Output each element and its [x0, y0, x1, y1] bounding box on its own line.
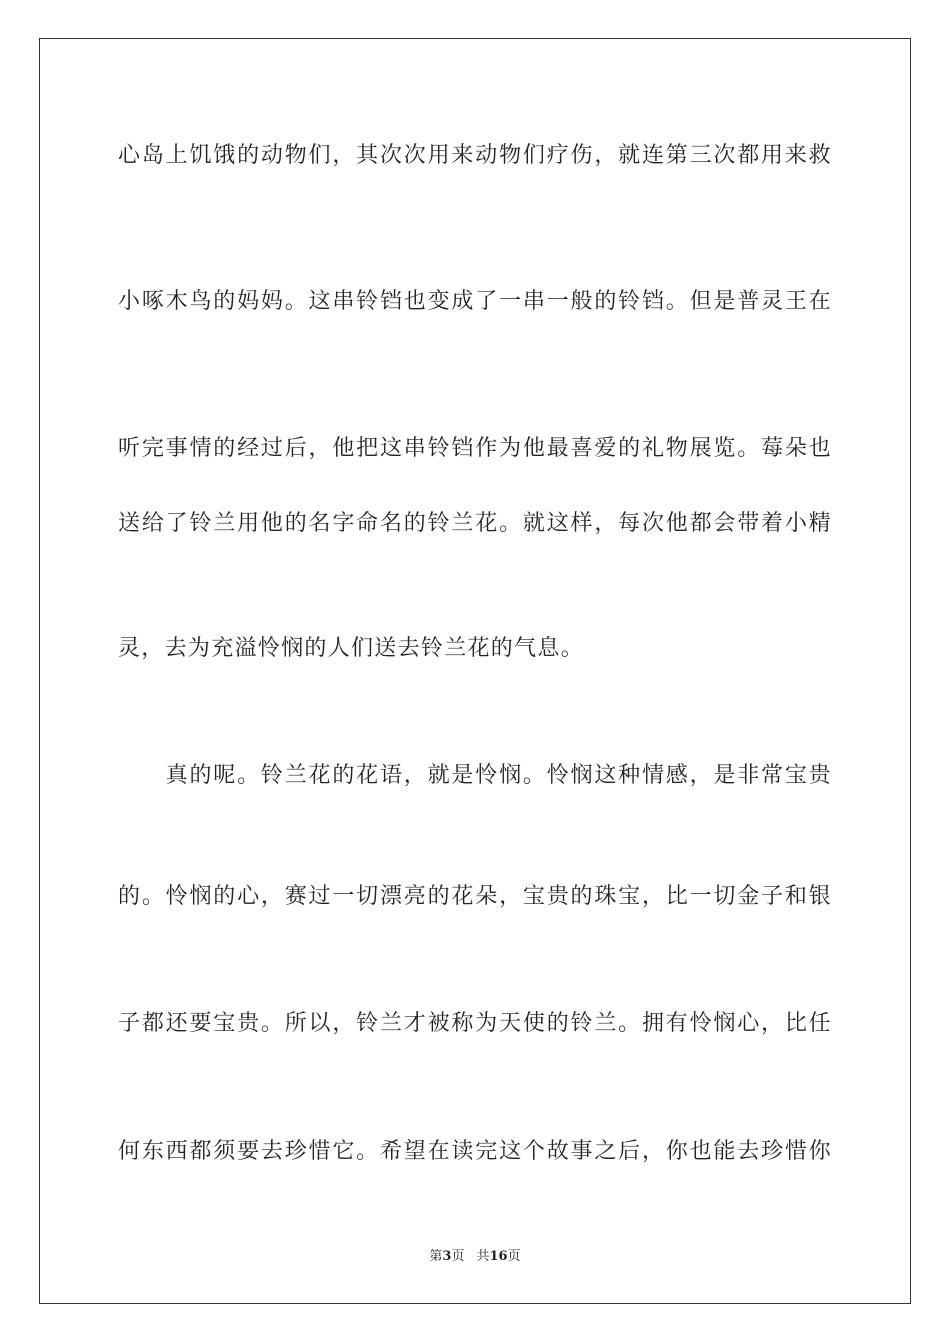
page-border — [39, 38, 911, 1304]
total-pages: 16 — [489, 1249, 508, 1264]
body-line-2: 小啄木鸟的妈妈。这串铃铛也变成了一串一般的铃铛。但是普灵王在 — [118, 289, 832, 314]
page-suffix: 页 — [451, 1249, 465, 1264]
page-number: 3 — [442, 1249, 452, 1264]
body-line-4: 送给了铃兰用他的名字命名的铃兰花。就这样，每次他都会带着小精 — [118, 511, 832, 536]
body-line-5: 灵，去为充溢怜悯的人们送去铃兰花的气息。 — [118, 636, 585, 661]
body-line-9: 何东西都须要去珍惜它。希望在读完这个故事之后，你也能去珍惜你 — [118, 1139, 832, 1164]
body-line-3: 听完事情的经过后，他把这串铃铛作为他最喜爱的礼物展览。莓朵也 — [118, 436, 832, 461]
body-line-8: 子都还要宝贵。所以，铃兰才被称为天使的铃兰。拥有怜悯心，比任 — [118, 1011, 832, 1036]
body-line-6: 真的呢。铃兰花的花语，就是怜悯。怜悯这种情感，是非常宝贵 — [118, 763, 832, 788]
total-suffix: 页 — [507, 1249, 521, 1264]
body-line-1: 心岛上饥饿的动物们，其次次用来动物们疗伤，就连第三次都用来救 — [118, 143, 832, 168]
body-line-7: 的。怜悯的心，赛过一切漂亮的花朵，宝贵的珠宝，比一切金子和银 — [118, 884, 832, 909]
total-prefix: 共 — [476, 1249, 490, 1264]
page-prefix: 第 — [429, 1249, 443, 1264]
page-footer — [0, 1248, 950, 1266]
